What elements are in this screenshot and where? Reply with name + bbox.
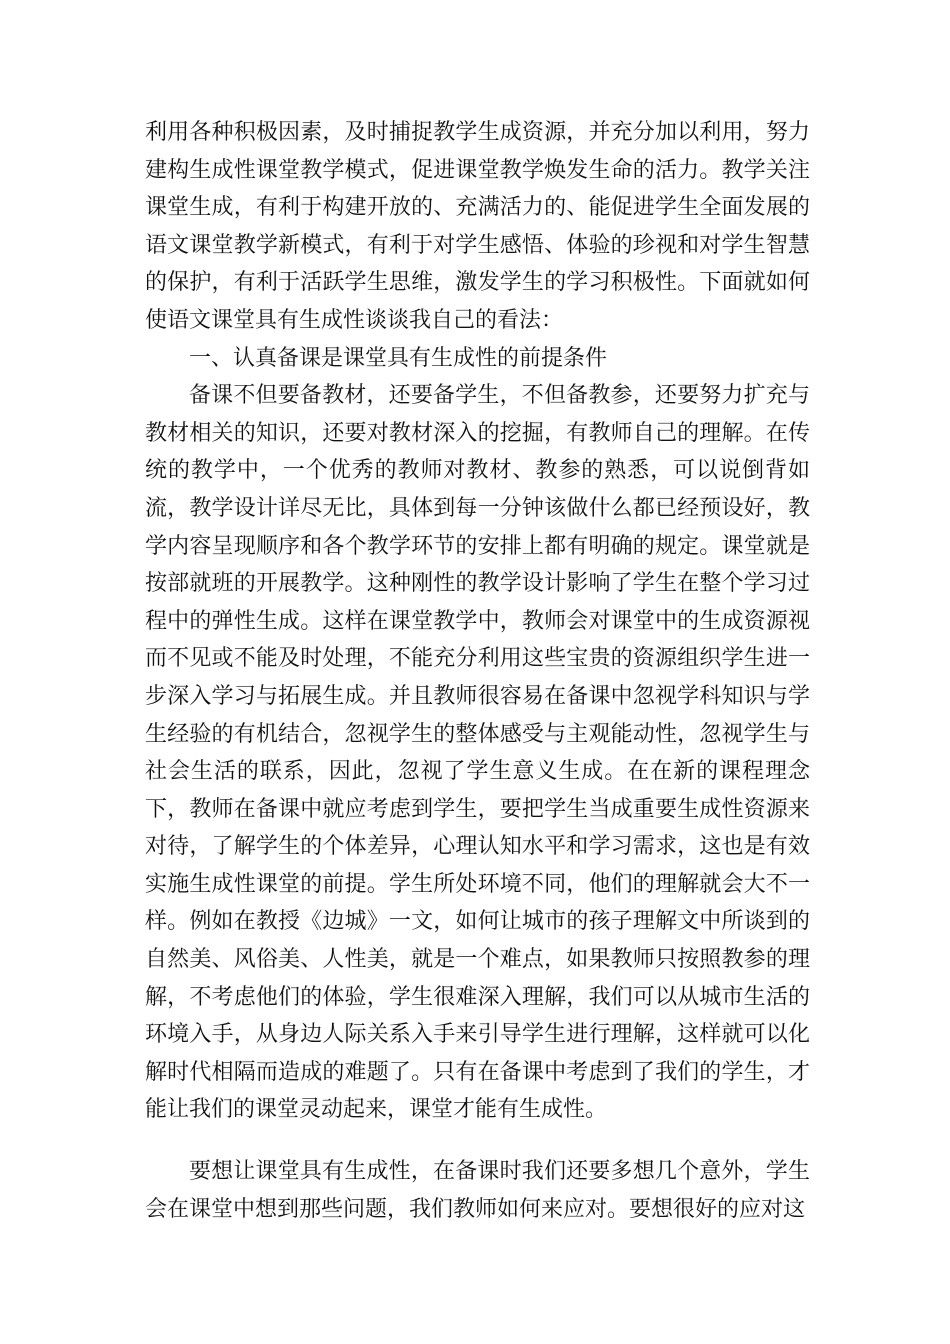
document-page — [145, 114, 810, 1228]
section-heading: 一、认真备课是课堂具有生成性的前提条件 — [189, 345, 608, 371]
paragraph-anticipation: 要想让课堂具有生成性，在备课时我们还要多想几个意外，学生会在课堂中想到那些问题，我们教师如何来应对。要想很好的应对这 — [145, 1159, 810, 1222]
paragraph-lesson-prep: 备课不但要备教材，还要备学生，不但备教参，还要努力扩充与教材相关的知识，还要对教材深入的挖掘，有教师自己的理解。在传统的教学中，一个优秀的教师对教材、教参的熟悉，可以说倒背如流，教学设计详尽无比，具体到每一分钟该做什么都已经预设好，教学内容呈现顺序和各个教学环节的安排上都有明确的规定。课堂就是按部就班的开展教学。这种刚性的教学设计影响了学生在整个学习过程中的弹性生成。这样在课堂教学中，教师会对课堂中的生成资源视而不见或不能及时处理，不能充分利用这些宝贵的资源组织学生进一步深入学习与拓展生成。并且教师很容易在备课中忽视学科知识与学生经验的有机结合，忽视学生的整体感受与主观能动性，忽视学生与社会生活的联系，因此，忽视了学生意义生成。在在新的课程理念下，教师在备课中就应考虑到学生，要把学生当成重要生成性资源来对待，了解学生的个体差异，心理认知水平和学习需求，这也是有效实施生成性课堂的前提。学生所处环境不同，他们的理解就会大不一样。例如在教授《边城》一文，如何让城市的孩子理解文中所谈到的自然美、风俗美、人性美，就是一个难点，如果教师只按照教参的理解，不考虑他们的体验，学生很难深入理解，我们可以从城市生活的环境入手，从身边人际关系入手来引导学生进行理解，这样就可以化解时代相隔而造成的难题了。只有在备课中考虑到了我们的学生，才能让我们的课堂灵动起来，课堂才能有生成性。 — [145, 383, 810, 1123]
paragraph-intro: 利用各种积极因素，及时捕捉教学生成资源，并充分加以利用，努力建构生成性课堂教学模式，促进课堂教学焕发生命的活力。教学关注课堂生成，有利于构建开放的、充满活力的、能促进学生全面发展的语文课堂教学新模式，有利于对学生感悟、体验的珍视和对学生智慧的保护，有利于活跃学生思维，激发学生的学习积极性。下面就如何使语文课堂具有生成性谈谈我自己的看法： — [145, 120, 810, 333]
paragraph-gap — [145, 1129, 810, 1153]
